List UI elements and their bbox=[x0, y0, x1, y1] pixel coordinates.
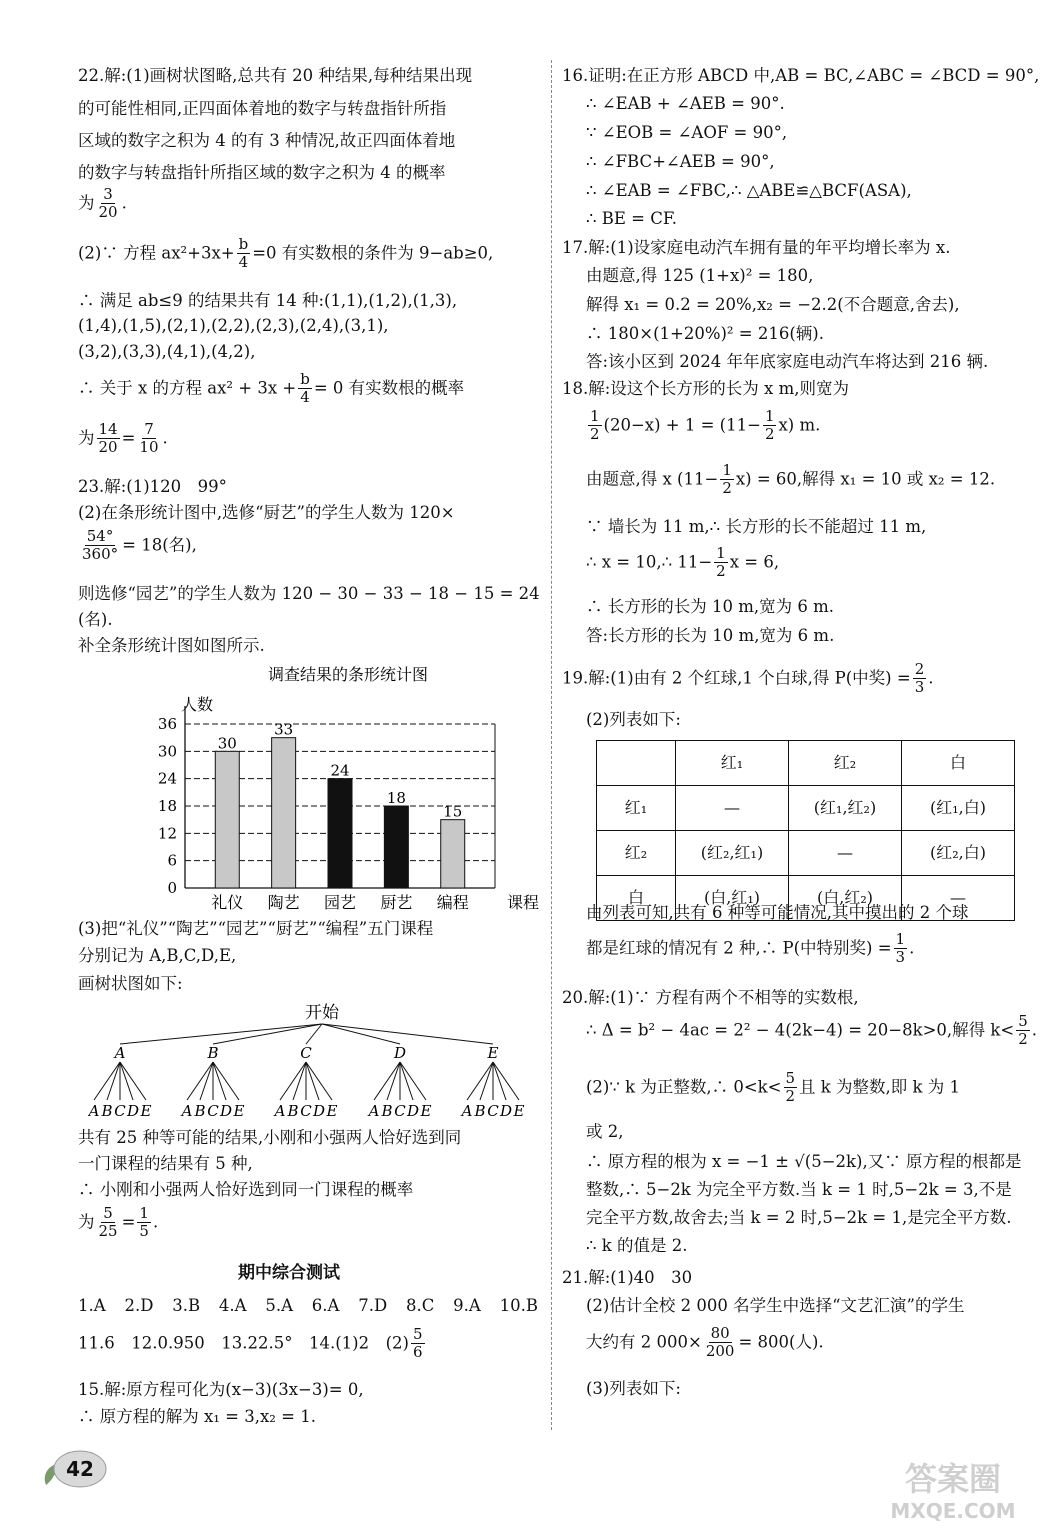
q15-line: 15.解:原方程可化为(x−3)(3x−3)= 0, bbox=[78, 1380, 364, 1399]
numerator: 1 bbox=[139, 1204, 149, 1222]
table-cell: (红₁,白) bbox=[902, 786, 1015, 831]
q22-line: (1,4),(1,5),(2,1),(2,2),(2,3),(2,4),(3,1), bbox=[78, 316, 389, 335]
tree-leaf-label: A bbox=[461, 1102, 473, 1120]
q20-line: 20.解:(1)∵ 方程有两个不相等的实数根, bbox=[562, 988, 859, 1007]
tree-edge bbox=[493, 1062, 506, 1100]
tree-diagram bbox=[88, 1000, 548, 1125]
tree-branch-label: C bbox=[300, 1044, 312, 1062]
text: (2)∵ k 为正整数,∴ 0<k< bbox=[586, 1077, 782, 1097]
tree-edge bbox=[213, 1062, 239, 1100]
tree-leaf-label: A bbox=[181, 1102, 193, 1120]
q18-line bbox=[562, 545, 779, 581]
tree-leaf-label: E bbox=[326, 1102, 338, 1120]
table-cell: — bbox=[789, 831, 902, 876]
table-cell: 白 bbox=[597, 876, 676, 921]
table-cell: (白,红₂) bbox=[789, 876, 902, 921]
text: 大约有 2 000× bbox=[586, 1332, 702, 1352]
tree-edge bbox=[467, 1062, 493, 1100]
denominator: 2 bbox=[722, 479, 732, 498]
data-label: 33 bbox=[274, 720, 294, 739]
fraction bbox=[894, 931, 908, 967]
answer: 2.D bbox=[124, 1296, 154, 1315]
answer: 3.B bbox=[172, 1296, 201, 1315]
tree-edge bbox=[120, 1062, 146, 1100]
fraction bbox=[97, 421, 120, 457]
text: = bbox=[121, 1212, 136, 1232]
fraction bbox=[714, 545, 728, 581]
q23-line: 共有 25 种等可能的结果,小刚和小强两人恰好选到同 bbox=[78, 1128, 462, 1147]
q23-line: 则选修“园艺”的学生人数为 120 − 30 − 33 − 18 − 15 = 24 bbox=[78, 584, 540, 603]
q22-line bbox=[78, 186, 127, 222]
tree-branch-label: D bbox=[393, 1044, 407, 1062]
q22-line bbox=[78, 236, 493, 272]
text: ∴ Δ = b² − 4ac = 2² − 4(2k−4) = 20−8k>0,解得 k< bbox=[586, 1020, 1015, 1040]
q16-line: ∵ ∠EOB = ∠AOF = 90°, bbox=[586, 123, 788, 142]
q23-line: ∴ 小刚和小强两人恰好选到同一门课程的概率 bbox=[78, 1180, 414, 1199]
q18-line: 18.解:设这个长方形的长为 x m,则宽为 bbox=[562, 379, 849, 398]
text: (2)∵ 方程 ax²+3x+ bbox=[78, 243, 235, 263]
bar-编程 bbox=[441, 820, 465, 888]
text: 19.解:(1)由有 2 个红球,1 个白球,得 P(中奖) = bbox=[562, 668, 911, 688]
fraction bbox=[137, 421, 160, 457]
tree-leaf-label: A bbox=[368, 1102, 380, 1120]
y-tick-label: 12 bbox=[157, 824, 177, 843]
tree-leaf-label: D bbox=[219, 1102, 233, 1120]
tree-leaf-label: C bbox=[114, 1102, 126, 1120]
text: x) m. bbox=[778, 415, 821, 435]
numerator: 1 bbox=[764, 407, 775, 425]
tree-leaf-label: E bbox=[140, 1102, 152, 1120]
numerator: 2 bbox=[914, 660, 925, 678]
tree-leaf-label: A bbox=[88, 1102, 100, 1120]
tree-branch-label: A bbox=[114, 1044, 126, 1062]
numerator: 1 bbox=[895, 930, 906, 948]
fraction bbox=[720, 462, 734, 498]
numerator: 5 bbox=[412, 1325, 423, 1343]
denominator: 2 bbox=[785, 1087, 796, 1106]
fraction bbox=[784, 1070, 798, 1106]
q23-line bbox=[78, 1205, 158, 1241]
answer: 12.0.950 bbox=[131, 1333, 205, 1353]
watermark-text: 答案圈 bbox=[904, 1460, 1002, 1498]
fraction bbox=[298, 371, 312, 407]
q18-line bbox=[562, 408, 820, 444]
table-row bbox=[597, 831, 1015, 876]
text: . bbox=[121, 193, 127, 213]
tree-leaf-label: D bbox=[406, 1102, 420, 1120]
q23-line: 分别记为 A,B,C,D,E, bbox=[78, 946, 237, 965]
tree-edge bbox=[213, 1062, 226, 1100]
answer: 7.D bbox=[358, 1296, 388, 1315]
text: 由题意,得 x (11− bbox=[586, 469, 719, 489]
tree-branch-label: B bbox=[207, 1044, 219, 1062]
q21-line: (2)估计全校 2 000 名学生中选择“文艺汇演”的学生 bbox=[586, 1296, 965, 1315]
q15-line: ∴ 原方程的解为 x₁ = 3,x₂ = 1. bbox=[78, 1407, 316, 1426]
tree-leaf-label: D bbox=[126, 1102, 140, 1120]
numerator: b bbox=[300, 370, 310, 388]
q18-line: ∵ 墙长为 11 m,∴ 长方形的长不能超过 11 m, bbox=[586, 517, 927, 536]
q22-line: 区域的数字之积为 4 的有 3 种情况,故正四面体着地 bbox=[78, 131, 456, 150]
numerator: 1 bbox=[716, 544, 726, 562]
tree-leaf-label: D bbox=[499, 1102, 513, 1120]
numerator: 1 bbox=[590, 407, 600, 425]
q23-line: (2)在条形统计图中,选修“厨艺”的学生人数为 120× bbox=[78, 503, 455, 522]
q20-line: 或 2, bbox=[586, 1122, 624, 1141]
q18-line: 答:长方形的长为 10 m,宽为 6 m. bbox=[586, 626, 835, 645]
text: = 800(人). bbox=[738, 1332, 824, 1352]
text: = 18(名), bbox=[122, 535, 197, 555]
tree-edge bbox=[374, 1062, 400, 1100]
tree-edge bbox=[200, 1062, 213, 1100]
table-row bbox=[597, 786, 1015, 831]
tree-leaf-label: E bbox=[420, 1102, 432, 1120]
numerator: 14 bbox=[98, 420, 118, 438]
tree-edge bbox=[94, 1062, 120, 1100]
q20-line: 整数,∴ 5−2k 为完全平方数.当 k = 1 时,5−2k = 3,不是 bbox=[586, 1180, 1012, 1199]
fraction bbox=[237, 236, 251, 272]
denominator: 25 bbox=[98, 1222, 118, 1241]
denominator: 4 bbox=[238, 253, 249, 272]
text: . bbox=[1031, 1020, 1038, 1040]
y-tick-label: 30 bbox=[157, 742, 177, 761]
answer-row bbox=[78, 1326, 427, 1362]
tree-leaf-label: B bbox=[194, 1102, 206, 1120]
table-cell: 红₂ bbox=[789, 741, 902, 786]
q20-line: 完全平方数,故舍去;当 k = 2 时,5−2k = 1,是完全平方数. bbox=[586, 1208, 1012, 1227]
q19-line bbox=[562, 931, 914, 967]
q16-line: ∴ ∠EAB + ∠AEB = 90°. bbox=[586, 94, 785, 113]
tree-edge bbox=[322, 1024, 493, 1044]
numerator: 80 bbox=[710, 1324, 730, 1342]
tree-leaf-label: B bbox=[474, 1102, 486, 1120]
q23-line bbox=[78, 528, 197, 564]
text: ∴ x = 10,∴ 11− bbox=[586, 552, 713, 572]
numerator: 7 bbox=[144, 420, 154, 438]
denominator: 6 bbox=[412, 1343, 423, 1362]
q17-line: 解得 x₁ = 0.2 = 20%,x₂ = −2.2(不合题意,舍去), bbox=[586, 295, 960, 314]
fraction bbox=[704, 1325, 737, 1361]
q18-line: ∴ 长方形的长为 10 m,宽为 6 m. bbox=[586, 597, 834, 616]
tree-leaf-label: A bbox=[274, 1102, 286, 1120]
fraction bbox=[763, 408, 777, 444]
tree-edge bbox=[480, 1062, 493, 1100]
table-cell: — bbox=[676, 786, 789, 831]
table-cell: 红₁ bbox=[676, 741, 789, 786]
answer: 13.22.5° bbox=[221, 1333, 293, 1353]
denominator: 200 bbox=[705, 1342, 735, 1361]
numerator: 5 bbox=[1018, 1012, 1028, 1030]
tree-leaf-label: C bbox=[487, 1102, 499, 1120]
answer: 14.(1)2 (2) bbox=[308, 1333, 409, 1353]
text: 为 bbox=[78, 1212, 95, 1232]
table-cell: (红₂,红₁) bbox=[676, 831, 789, 876]
tree-edge bbox=[400, 1062, 426, 1100]
answer: 11.6 bbox=[78, 1333, 115, 1353]
numerator: 1 bbox=[722, 461, 732, 479]
q16-line: ∴ ∠FBC+∠AEB = 90°, bbox=[586, 152, 775, 171]
denominator: 3 bbox=[914, 678, 925, 697]
text: x) = 60,解得 x₁ = 10 或 x₂ = 12. bbox=[735, 469, 996, 489]
tree-leaf-label: B bbox=[101, 1102, 113, 1120]
q21-line: (3)列表如下: bbox=[586, 1379, 681, 1398]
q21-line bbox=[562, 1325, 824, 1361]
denominator: 20 bbox=[98, 203, 118, 222]
q21-line: 21.解:(1)40 30 bbox=[562, 1268, 693, 1287]
bar-园艺 bbox=[328, 779, 352, 888]
data-label: 30 bbox=[217, 734, 237, 753]
numerator: 54° bbox=[86, 527, 114, 545]
q20-line bbox=[562, 1013, 1037, 1049]
tree-leaf-label: D bbox=[312, 1102, 326, 1120]
tree-edge bbox=[400, 1062, 413, 1100]
x-tick-label: 厨艺 bbox=[380, 893, 413, 912]
x-tick-label: 园艺 bbox=[323, 893, 357, 912]
q16-line: 16.证明:在正方形 ABCD 中,AB = BC,∠ABC = ∠BCD = 90°, bbox=[562, 66, 1040, 85]
q23-line: 画树状图如下: bbox=[78, 974, 183, 993]
text: = bbox=[121, 428, 136, 448]
denominator: 20 bbox=[98, 438, 118, 457]
y-axis-label: 人数 bbox=[181, 695, 214, 714]
tree-edge bbox=[107, 1062, 120, 1100]
q23-line: (3)把“礼仪”“陶艺”“园艺”“厨艺”“编程”五门课程 bbox=[78, 919, 434, 938]
denominator: 3 bbox=[895, 948, 906, 967]
page-number: 42 bbox=[66, 1457, 94, 1481]
tree-edge bbox=[306, 1062, 319, 1100]
table-cell: — bbox=[902, 876, 1015, 921]
table-row bbox=[597, 741, 1015, 786]
y-tick-label: 36 bbox=[157, 715, 177, 733]
q23-line: 一门课程的结果有 5 种, bbox=[78, 1154, 253, 1173]
probability-table bbox=[596, 740, 1015, 921]
y-tick-label: 0 bbox=[167, 879, 177, 897]
text: = 0 有实数根的概率 bbox=[313, 378, 465, 398]
q19-line: (2)列表如下: bbox=[586, 710, 681, 729]
denominator: 360° bbox=[82, 545, 119, 564]
fraction bbox=[80, 528, 120, 564]
tree-edge bbox=[213, 1024, 322, 1044]
numerator: b bbox=[238, 235, 249, 253]
tree-edge bbox=[120, 1062, 133, 1100]
fraction bbox=[1016, 1013, 1030, 1049]
tree-edge bbox=[493, 1062, 519, 1100]
q20-line bbox=[562, 1070, 960, 1106]
table-cell: (白,红₁) bbox=[676, 876, 789, 921]
x-tick-label: 礼仪 bbox=[211, 893, 244, 912]
text: (20−x) + 1 = (11− bbox=[603, 415, 761, 435]
text: . bbox=[162, 428, 168, 448]
tree-edge bbox=[120, 1024, 322, 1044]
tree-leaf-label: C bbox=[300, 1102, 312, 1120]
q23-line: 补全条形统计图如图所示. bbox=[78, 636, 265, 655]
bar-厨艺 bbox=[384, 806, 408, 888]
text: 且 k 为整数,即 k 为 1 bbox=[799, 1077, 961, 1097]
fraction bbox=[97, 186, 120, 222]
denominator: 4 bbox=[300, 388, 310, 407]
watermark-logo bbox=[863, 1456, 1043, 1526]
answer: 6.A bbox=[311, 1296, 340, 1315]
denominator: 5 bbox=[139, 1222, 149, 1241]
answer: 9.A bbox=[453, 1296, 481, 1315]
q20-line: ∴ k 的值是 2. bbox=[586, 1236, 688, 1255]
table-cell: 红₂ bbox=[597, 831, 676, 876]
text: 为 bbox=[78, 193, 95, 213]
q22-line: 的数字与转盘指针所指区域的数字之积为 4 的概率 bbox=[78, 163, 446, 182]
q17-line: 由题意,得 125 (1+x)² = 180, bbox=[586, 266, 814, 285]
text: . bbox=[928, 668, 934, 688]
table-cell: (红₂,白) bbox=[902, 831, 1015, 876]
tree-edge bbox=[306, 1062, 332, 1100]
answer: 10.B bbox=[499, 1296, 538, 1315]
tree-edge bbox=[187, 1062, 213, 1100]
fraction bbox=[97, 1205, 120, 1241]
q18-line bbox=[562, 462, 995, 498]
fraction bbox=[137, 1205, 151, 1241]
q22-line bbox=[78, 371, 464, 407]
text: 都是红球的情况有 2 种,∴ P(中特别奖) = bbox=[586, 938, 892, 958]
tree-leaf-label: E bbox=[513, 1102, 525, 1120]
y-tick-label: 18 bbox=[157, 797, 177, 815]
y-tick-label: 24 bbox=[157, 769, 177, 788]
q17-line: 17.解:(1)设家庭电动汽车拥有量的年平均增长率为 x. bbox=[562, 238, 951, 257]
data-label: 15 bbox=[443, 802, 463, 821]
tree-root: 开始 bbox=[305, 1003, 339, 1023]
tree-edge bbox=[387, 1062, 400, 1100]
numerator: 5 bbox=[103, 1204, 113, 1222]
text: ∴ 关于 x 的方程 ax² + 3x + bbox=[78, 378, 297, 398]
q22-line: ∴ 满足 ab≤9 的结果共有 14 种:(1,1),(1,2),(1,3), bbox=[78, 291, 458, 310]
q23-line: (名). bbox=[78, 610, 113, 629]
denominator: 10 bbox=[139, 438, 159, 457]
x-axis-label: 课程 bbox=[507, 893, 540, 912]
fraction bbox=[913, 661, 927, 697]
answer: 4.A bbox=[218, 1296, 247, 1315]
tree-edge bbox=[322, 1024, 400, 1044]
table-cell: 红₁ bbox=[597, 786, 676, 831]
denominator: 2 bbox=[716, 562, 726, 581]
answer-row bbox=[78, 1298, 538, 1315]
denominator: 2 bbox=[590, 425, 600, 444]
data-label: 24 bbox=[330, 761, 350, 780]
data-label: 18 bbox=[386, 789, 406, 807]
q17-line: 答:该小区到 2024 年年底家庭电动汽车将达到 216 辆. bbox=[586, 352, 989, 371]
numerator: 5 bbox=[785, 1069, 796, 1087]
q19-line: 由列表可知,共有 6 种等可能情况,其中摸出的 2 个球 bbox=[586, 903, 969, 922]
denominator: 2 bbox=[1018, 1030, 1028, 1049]
x-tick-label: 陶艺 bbox=[267, 893, 300, 912]
fraction bbox=[411, 1326, 425, 1362]
fraction bbox=[588, 408, 602, 444]
q22-line bbox=[78, 421, 168, 457]
tree-leaf-label: B bbox=[381, 1102, 393, 1120]
q22-line: 的可能性相同,正四面体着地的数字与转盘指针所指 bbox=[78, 99, 447, 118]
chart-title: 调查结果的条形统计图 bbox=[267, 666, 429, 684]
text: . bbox=[152, 1212, 159, 1232]
section-title: 期中综合测试 bbox=[238, 1263, 340, 1283]
q16-line: ∴ ∠EAB = ∠FBC,∴ △ABE≌△BCF(ASA), bbox=[586, 181, 912, 200]
tree-edge bbox=[280, 1062, 306, 1100]
answer: 8.C bbox=[406, 1296, 435, 1315]
q17-line: ∴ 180×(1+20%)² = 216(辆). bbox=[586, 324, 824, 343]
text: x = 6, bbox=[729, 552, 780, 572]
bar-陶艺 bbox=[272, 738, 296, 888]
q22-line: (3,2),(3,3),(4,1),(4,2), bbox=[78, 342, 256, 361]
q23-line: 23.解:(1)120 99° bbox=[78, 477, 227, 496]
tree-leaf-label: C bbox=[394, 1102, 406, 1120]
denominator: 2 bbox=[764, 425, 775, 444]
text: 为 bbox=[78, 428, 95, 448]
q22-line: 22.解:(1)画树状图略,总共有 20 种结果,每种结果出现 bbox=[78, 66, 473, 85]
x-tick-label: 编程 bbox=[436, 893, 469, 912]
answer: 1.A bbox=[78, 1296, 106, 1315]
q16-line: ∴ BE = CF. bbox=[586, 209, 677, 228]
numerator: 3 bbox=[103, 185, 113, 203]
table-cell: (红₁,红₂) bbox=[789, 786, 902, 831]
bar-chart bbox=[133, 666, 553, 916]
tree-leaf-label: B bbox=[287, 1102, 299, 1120]
page-number-badge bbox=[40, 1445, 110, 1491]
tree-leaf-label: E bbox=[233, 1102, 245, 1120]
bar-礼仪 bbox=[215, 751, 239, 888]
q20-line: ∴ 原方程的根为 x = −1 ± √(5−2k),又∵ 原方程的根都是 bbox=[586, 1152, 1022, 1171]
table-cell bbox=[597, 741, 676, 786]
answer: 5.A bbox=[265, 1296, 293, 1315]
text: =0 有实数根的条件为 9−ab≥0, bbox=[252, 243, 494, 263]
y-tick-label: 6 bbox=[167, 851, 177, 870]
text: . bbox=[909, 938, 915, 958]
tree-edge bbox=[293, 1062, 306, 1100]
tree-leaf-label: C bbox=[207, 1102, 219, 1120]
tree-branch-label: E bbox=[487, 1044, 499, 1062]
watermark-url: MXQE.COM bbox=[890, 1499, 1016, 1523]
q19-line bbox=[562, 661, 933, 697]
table-cell: 白 bbox=[902, 741, 1015, 786]
